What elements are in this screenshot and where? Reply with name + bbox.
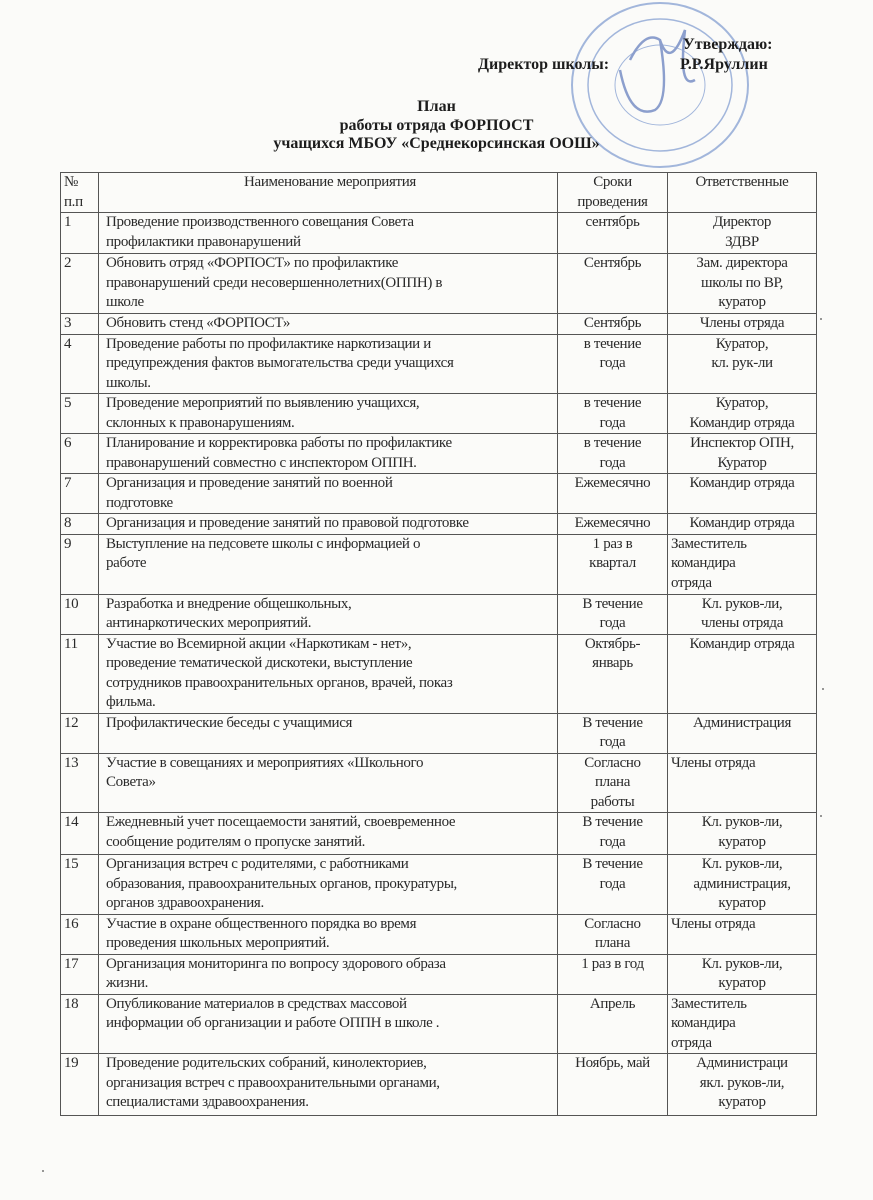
- table-row: [61, 594, 817, 634]
- header-dates: Сроки проведения: [558, 173, 668, 213]
- table-row: [61, 394, 817, 434]
- event-dates: Ежемесячно: [558, 474, 668, 514]
- table-row: [61, 213, 817, 254]
- director-position: Директор школы:: [478, 56, 610, 73]
- doc-school: учащихся МБОУ «Среднекорсинская ООШ»: [273, 135, 600, 152]
- event-dates: Согласно плана: [558, 914, 668, 954]
- table-row: [61, 914, 817, 954]
- table-row: [61, 474, 817, 514]
- event-responsible: Члены отряда: [668, 313, 817, 334]
- table-header-row: [61, 173, 817, 213]
- row-number: 19: [61, 1054, 99, 1116]
- event-dates: В течение года: [558, 855, 668, 915]
- event-responsible: Командир отряда: [668, 514, 817, 535]
- scan-speck: [822, 688, 824, 690]
- event-name: Участие в охране общественного порядка во время проведения школьных мероприятий.: [99, 914, 558, 954]
- event-name: Обновить стенд «ФОРПОСТ»: [99, 313, 558, 334]
- event-dates: в течение года: [558, 394, 668, 434]
- event-dates: в течение года: [558, 434, 668, 474]
- event-responsible: Члены отряда: [668, 753, 817, 813]
- event-responsible: Директор ЗДВР: [668, 213, 817, 254]
- row-number: 16: [61, 914, 99, 954]
- table-row: [61, 334, 817, 394]
- event-responsible: Заместитель командира отряда: [668, 534, 817, 594]
- event-name: Проведение производственного совещания Совета профилактики правонарушений: [99, 213, 558, 254]
- row-number: 18: [61, 994, 99, 1054]
- scan-speck: [820, 318, 822, 320]
- event-dates: 1 раз в квартал: [558, 534, 668, 594]
- event-dates: в течение года: [558, 334, 668, 394]
- header-event-name: Наименование мероприятия: [99, 173, 558, 213]
- event-responsible: Кл. руков-ли, куратор: [668, 813, 817, 855]
- event-name: Разработка и внедрение общешкольных, антинаркотических мероприятий.: [99, 594, 558, 634]
- event-dates: Согласно плана работы: [558, 753, 668, 813]
- event-dates: Октябрь- январь: [558, 634, 668, 713]
- table-row: [61, 534, 817, 594]
- event-responsible: Командир отряда: [668, 634, 817, 713]
- row-number: 8: [61, 514, 99, 535]
- row-number: 12: [61, 713, 99, 753]
- event-responsible: Администрация: [668, 713, 817, 753]
- table-row: [61, 313, 817, 334]
- row-number: 17: [61, 954, 99, 994]
- event-name: Участие в совещаниях и мероприятиях «Школьного Совета»: [99, 753, 558, 813]
- event-name: Профилактические беседы с учащимися: [99, 713, 558, 753]
- row-number: 15: [61, 855, 99, 915]
- table-row: [61, 813, 817, 855]
- event-name: Обновить отряд «ФОРПОСТ» по профилактике правонарушений среди несовершеннолетних(ОППН) в школе: [99, 254, 558, 314]
- doc-subtitle: работы отряда ФОРПОСТ: [339, 117, 534, 134]
- event-dates: Ноябрь, май: [558, 1054, 668, 1116]
- approval-label: Утверждаю:: [683, 36, 773, 53]
- header-responsible: Ответственные: [668, 173, 817, 213]
- table-row: [61, 713, 817, 753]
- event-responsible: Командир отряда: [668, 474, 817, 514]
- event-responsible: Кл. руков-ли, члены отряда: [668, 594, 817, 634]
- row-number: 7: [61, 474, 99, 514]
- event-dates: сентябрь: [558, 213, 668, 254]
- row-number: 4: [61, 334, 99, 394]
- event-dates: 1 раз в год: [558, 954, 668, 994]
- row-number: 14: [61, 813, 99, 855]
- event-dates: Ежемесячно: [558, 514, 668, 535]
- scan-speck: [820, 815, 822, 817]
- event-responsible: Администраци якл. руков-ли, куратор: [668, 1054, 817, 1116]
- table-row: [61, 434, 817, 474]
- table-row: [61, 994, 817, 1054]
- row-number: 5: [61, 394, 99, 434]
- event-name: Участие во Всемирной акции «Наркотикам - нет», проведение тематической дискотеки, выступление сотрудников правоохранительных органов, врачей, показ фильма.: [99, 634, 558, 713]
- event-name: Проведение мероприятий по выявлению учащихся, склонных к правонарушениям.: [99, 394, 558, 434]
- event-responsible: Инспектор ОПН, Куратор: [668, 434, 817, 474]
- doc-title: План: [417, 98, 456, 115]
- event-responsible: Члены отряда: [668, 914, 817, 954]
- row-number: 1: [61, 213, 99, 254]
- header-number: № п.п: [61, 173, 99, 213]
- event-name: Планирование и корректировка работы по профилактике правонарушений совместно с инспектором ОППН.: [99, 434, 558, 474]
- event-responsible: Зам. директора школы по ВР, куратор: [668, 254, 817, 314]
- row-number: 2: [61, 254, 99, 314]
- table-row: [61, 753, 817, 813]
- table-row: [61, 954, 817, 994]
- event-dates: Сентябрь: [558, 254, 668, 314]
- row-number: 11: [61, 634, 99, 713]
- plan-table: [60, 172, 817, 1116]
- row-number: 13: [61, 753, 99, 813]
- event-dates: В течение года: [558, 813, 668, 855]
- event-responsible: Кл. руков-ли, куратор: [668, 954, 817, 994]
- event-name: Организация мониторинга по вопросу здорового образа жизни.: [99, 954, 558, 994]
- director-name: Р.Р.Яруллин: [680, 56, 768, 73]
- event-name: Организация и проведение занятий по военной подготовке: [99, 474, 558, 514]
- event-name: Проведение работы по профилактике наркотизации и предупреждения фактов вымогательства среди учащихся школы.: [99, 334, 558, 394]
- row-number: 3: [61, 313, 99, 334]
- event-dates: В течение года: [558, 713, 668, 753]
- event-name: Организация встреч с родителями, с работниками образования, правоохранительных органов, прокуратуры, органов здравоохранения.: [99, 855, 558, 915]
- table-row: [61, 514, 817, 535]
- event-responsible: Кл. руков-ли, администрация, куратор: [668, 855, 817, 915]
- event-name: Выступление на педсовете школы с информацией о работе: [99, 534, 558, 594]
- row-number: 9: [61, 534, 99, 594]
- event-responsible: Куратор, кл. рук-ли: [668, 334, 817, 394]
- event-dates: Сентябрь: [558, 313, 668, 334]
- event-name: Организация и проведение занятий по правовой подготовке: [99, 514, 558, 535]
- row-number: 6: [61, 434, 99, 474]
- event-name: Проведение родительских собраний, кинолекториев, организация встреч с правоохранительными органами, специалистами здравоохранения.: [99, 1054, 558, 1116]
- table-row: [61, 1054, 817, 1116]
- event-responsible: Заместитель командира отряда: [668, 994, 817, 1054]
- event-name: Ежедневный учет посещаемости занятий, своевременное сообщение родителям о пропуске занятий.: [99, 813, 558, 855]
- table-row: [61, 855, 817, 915]
- table-row: [61, 634, 817, 713]
- event-dates: В течение года: [558, 594, 668, 634]
- event-dates: Апрель: [558, 994, 668, 1054]
- event-name: Опубликование материалов в средствах массовой информации об организации и работе ОППН в школе .: [99, 994, 558, 1054]
- table-row: [61, 254, 817, 314]
- event-responsible: Куратор, Командир отряда: [668, 394, 817, 434]
- row-number: 10: [61, 594, 99, 634]
- scan-speck: [42, 1170, 44, 1172]
